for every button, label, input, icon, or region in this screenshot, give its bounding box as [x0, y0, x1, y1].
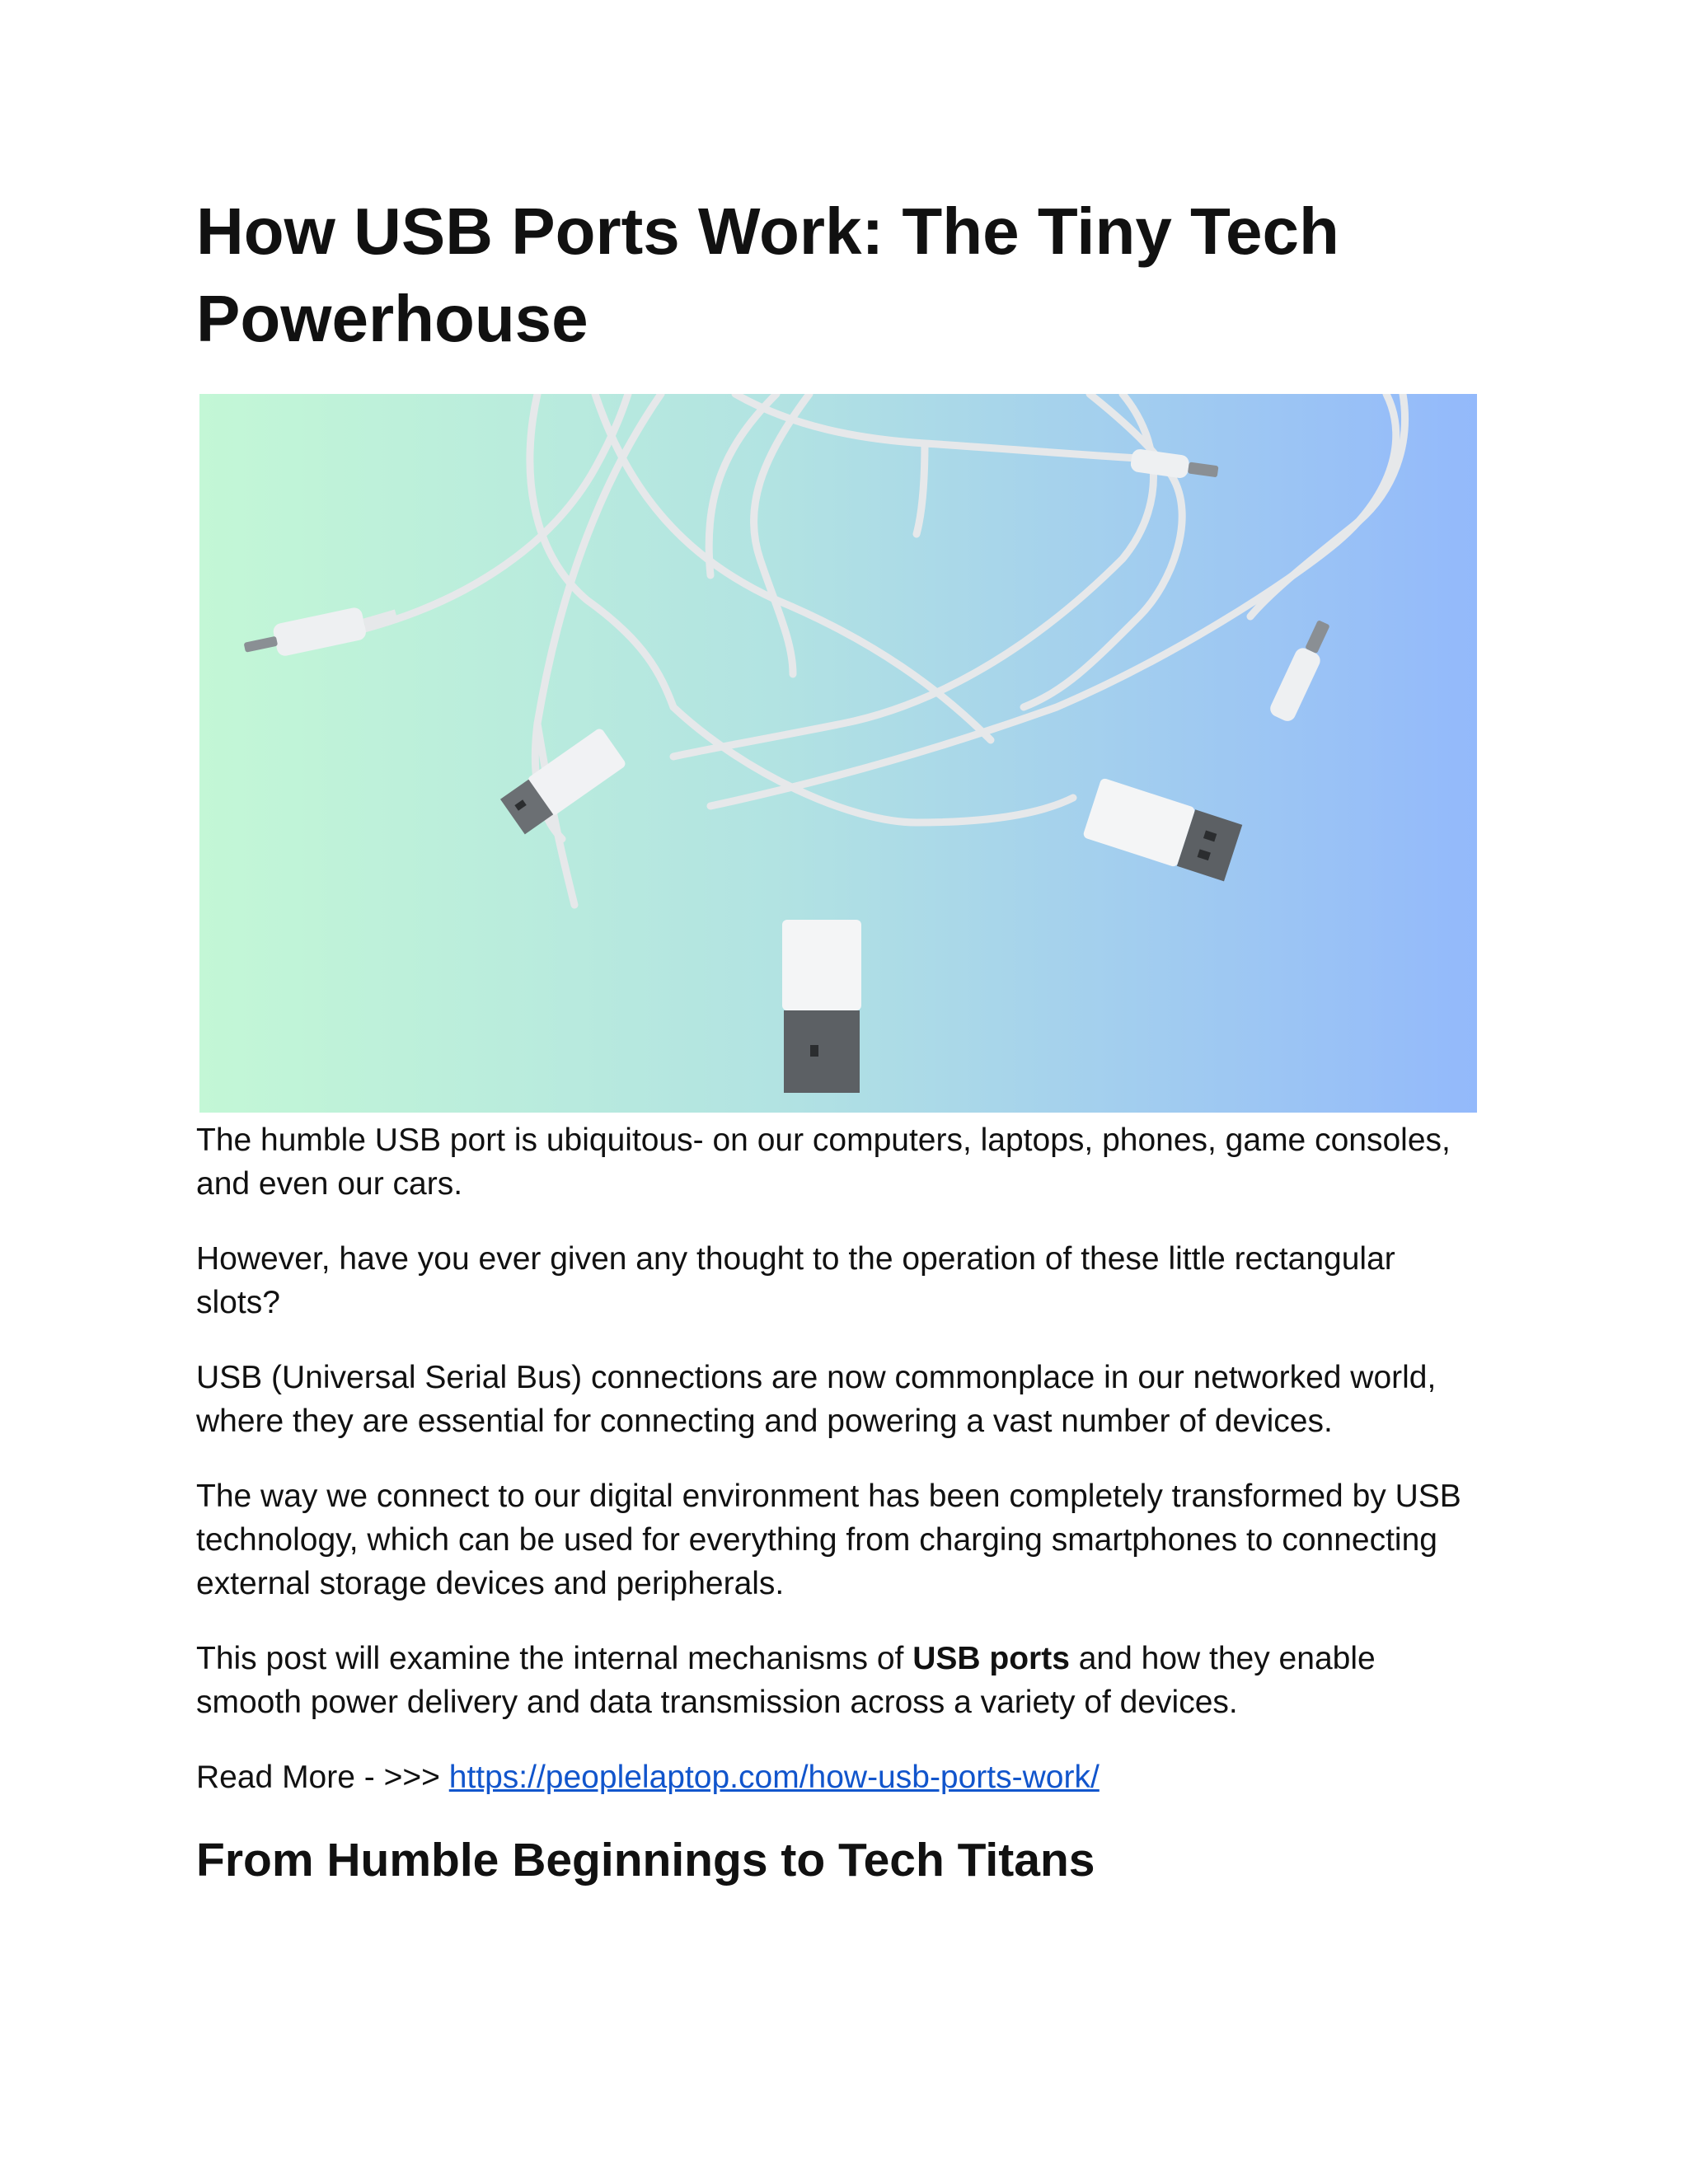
hero-image — [199, 394, 1477, 1113]
read-more-link[interactable]: https://peoplelaptop.com/how-usb-ports-work/ — [448, 1760, 1100, 1795]
article-title: How USB Ports Work: The Tiny Tech Powerhouse — [196, 194, 1339, 355]
paragraph-4: The way we connect to our digital environment has been completely transformed by USB technology, which can be used for everything from charging smartphones to connecting external storage devices and peripherals. — [196, 1479, 1461, 1601]
section-heading: From Humble Beginnings to Tech Titans — [196, 1834, 1095, 1886]
usb-cables-illustration — [199, 394, 1477, 1113]
article-body — [196, 1118, 1482, 1799]
usb-ports-bold: USB ports — [912, 1641, 1070, 1676]
paragraph-1: The humble USB port is ubiquitous- on our computers, laptops, phones, game consoles, and even our cars. — [196, 1122, 1451, 1202]
paragraph-5-before: This post will examine the internal mechanisms of — [196, 1641, 913, 1676]
paragraph-5 — [196, 1637, 1482, 1724]
read-more-label: Read More - >>> — [196, 1760, 449, 1795]
usb-connector-bottom — [782, 920, 861, 1093]
paragraph-5-after: and how they enable smooth power delivery and data transmission across a variety of devices. — [196, 1641, 1376, 1720]
read-more-line — [196, 1755, 1482, 1799]
paragraph-2: However, have you ever given any thought to the operation of these little rectangular slots? — [196, 1241, 1395, 1320]
paragraph-3: USB (Universal Serial Bus) connections are now commonplace in our networked world, where they are essential for connecting and powering a vast number of devices. — [196, 1360, 1437, 1439]
